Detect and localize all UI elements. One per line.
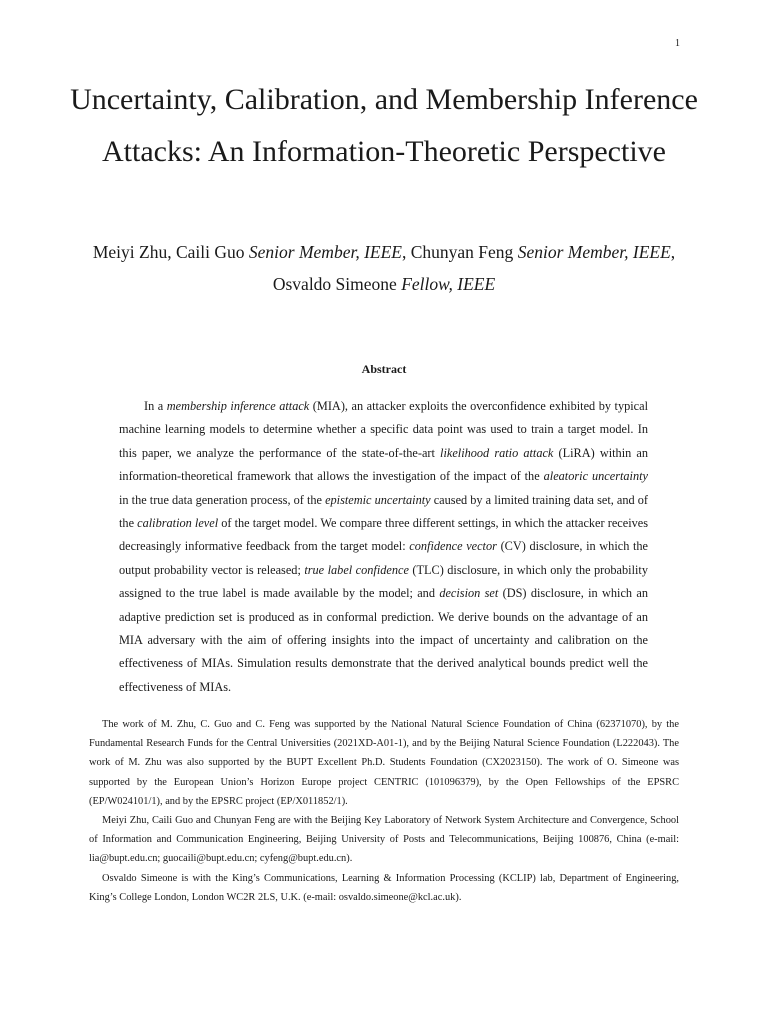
affiliation-footnote: Meiyi Zhu, Caili Guo and Chunyan Feng are with the Beijing Key Laboratory of Network System Architecture and Convergence, School of Information and Communication Engineering, Beijing University of Posts and Telecommunications, Beijing 100876, China (e-mail: lia@bupt.edu.cn; guocaili@bupt.edu.cn; cyfeng@bupt.edu.cn). — [89, 815, 679, 865]
abstract-text: (MIA), an attacker exploits the overconfidence exhibited by typical machine learning models to determine whether a specific data point was used to train a target model. In this paper, we analyze the performance of the state-of-the-art — [119, 399, 648, 460]
author-name: Caili Guo — [175, 242, 245, 262]
abstract-body — [119, 395, 648, 699]
abstract-term: confidence vector — [409, 539, 497, 554]
abstract-text: caused by a limited training data set, and of the — [119, 492, 648, 531]
paper-title: Uncertainty, Calibration, and Membership Inference Attacks: An Information-Theoretic Perspective — [70, 83, 698, 168]
author-membership: Fellow, IEEE — [401, 274, 496, 294]
abstract-text: of the target model. We compare three different settings, in which the attacker receives decreasingly informative feedback from the target model: — [119, 516, 649, 554]
footnotes — [89, 715, 679, 907]
abstract-term: true label confidence — [304, 562, 409, 577]
author-list: Meiyi Zhu, Caili Guo Senior Member, IEEE, Chunyan Feng Senior Member, IEEE, Osvaldo Simeone Fellow, IEEE — [92, 242, 676, 294]
abstract-term: decision set — [439, 586, 499, 601]
author-name: Chunyan Feng — [410, 242, 514, 262]
abstract-term: membership inference attack — [166, 399, 310, 413]
abstract-text: (DS) disclosure, in which an adaptive prediction set is produced as in conformal prediction. We derive bounds on the advantage of an MIA adversary with the aim of offering insights into the impact of uncertainty and calibration on the effectiveness of MIAs. Simulation results demonstrate that the derived analytical bounds predict well the effectiveness of MIAs. — [119, 586, 648, 694]
affiliation-footnote: Osvaldo Simeone is with the King’s Communications, Learning & Information Processing (KCLIP) lab, Department of Engineering, King’s College London, London WC2R 2LS, U.K. (e-mail: osvaldo.simeone@kcl.ac.uk). — [89, 872, 679, 903]
author-membership: Senior Member, IEEE — [517, 242, 671, 262]
abstract-heading: Abstract — [361, 362, 407, 376]
abstract-term: calibration level — [137, 516, 219, 531]
abstract-text: (LiRA) within an information-theoretical framework that allows the investigation of the impact of the — [119, 445, 648, 484]
author-name: Osvaldo Simeone — [272, 274, 397, 294]
abstract-term: aleatoric uncertainty — [543, 469, 648, 484]
abstract-text: In a — [144, 399, 167, 413]
funding-footnote: The work of M. Zhu, C. Guo and C. Feng was supported by the National Natural Science Foundation of China (62371070), by the Fundamental Research Funds for the Central Universities (2021XD-A01-1), and by the Beijing Natural Science Foundation (L222043). The work of M. Zhu was also supported by the BUPT Excellent Ph.D. Students Foundation (CX2023150). The work of O. Simeone was supported by the European Union’s Horizon Europe project CENTRIC (101096379), by the Open Fellowships of the EPSRC (EP/W024101/1), and by the EPSRC project (EP/X011852/1). — [89, 719, 679, 807]
author-name: Meiyi Zhu — [92, 242, 168, 262]
abstract-term: epistemic uncertainty — [325, 492, 431, 507]
abstract-text: (TLC) disclosure, in which only the probability assigned to the true label is made available by the model; and — [119, 562, 648, 601]
author-membership: Senior Member, IEEE — [248, 242, 402, 262]
abstract-term: likelihood ratio attack — [440, 445, 554, 460]
page-number: 1 — [675, 38, 680, 49]
abstract-text: (CV) disclosure, in which the output probability vector is released; — [119, 539, 649, 577]
abstract-text: in the true data generation process, of the — [119, 492, 326, 507]
